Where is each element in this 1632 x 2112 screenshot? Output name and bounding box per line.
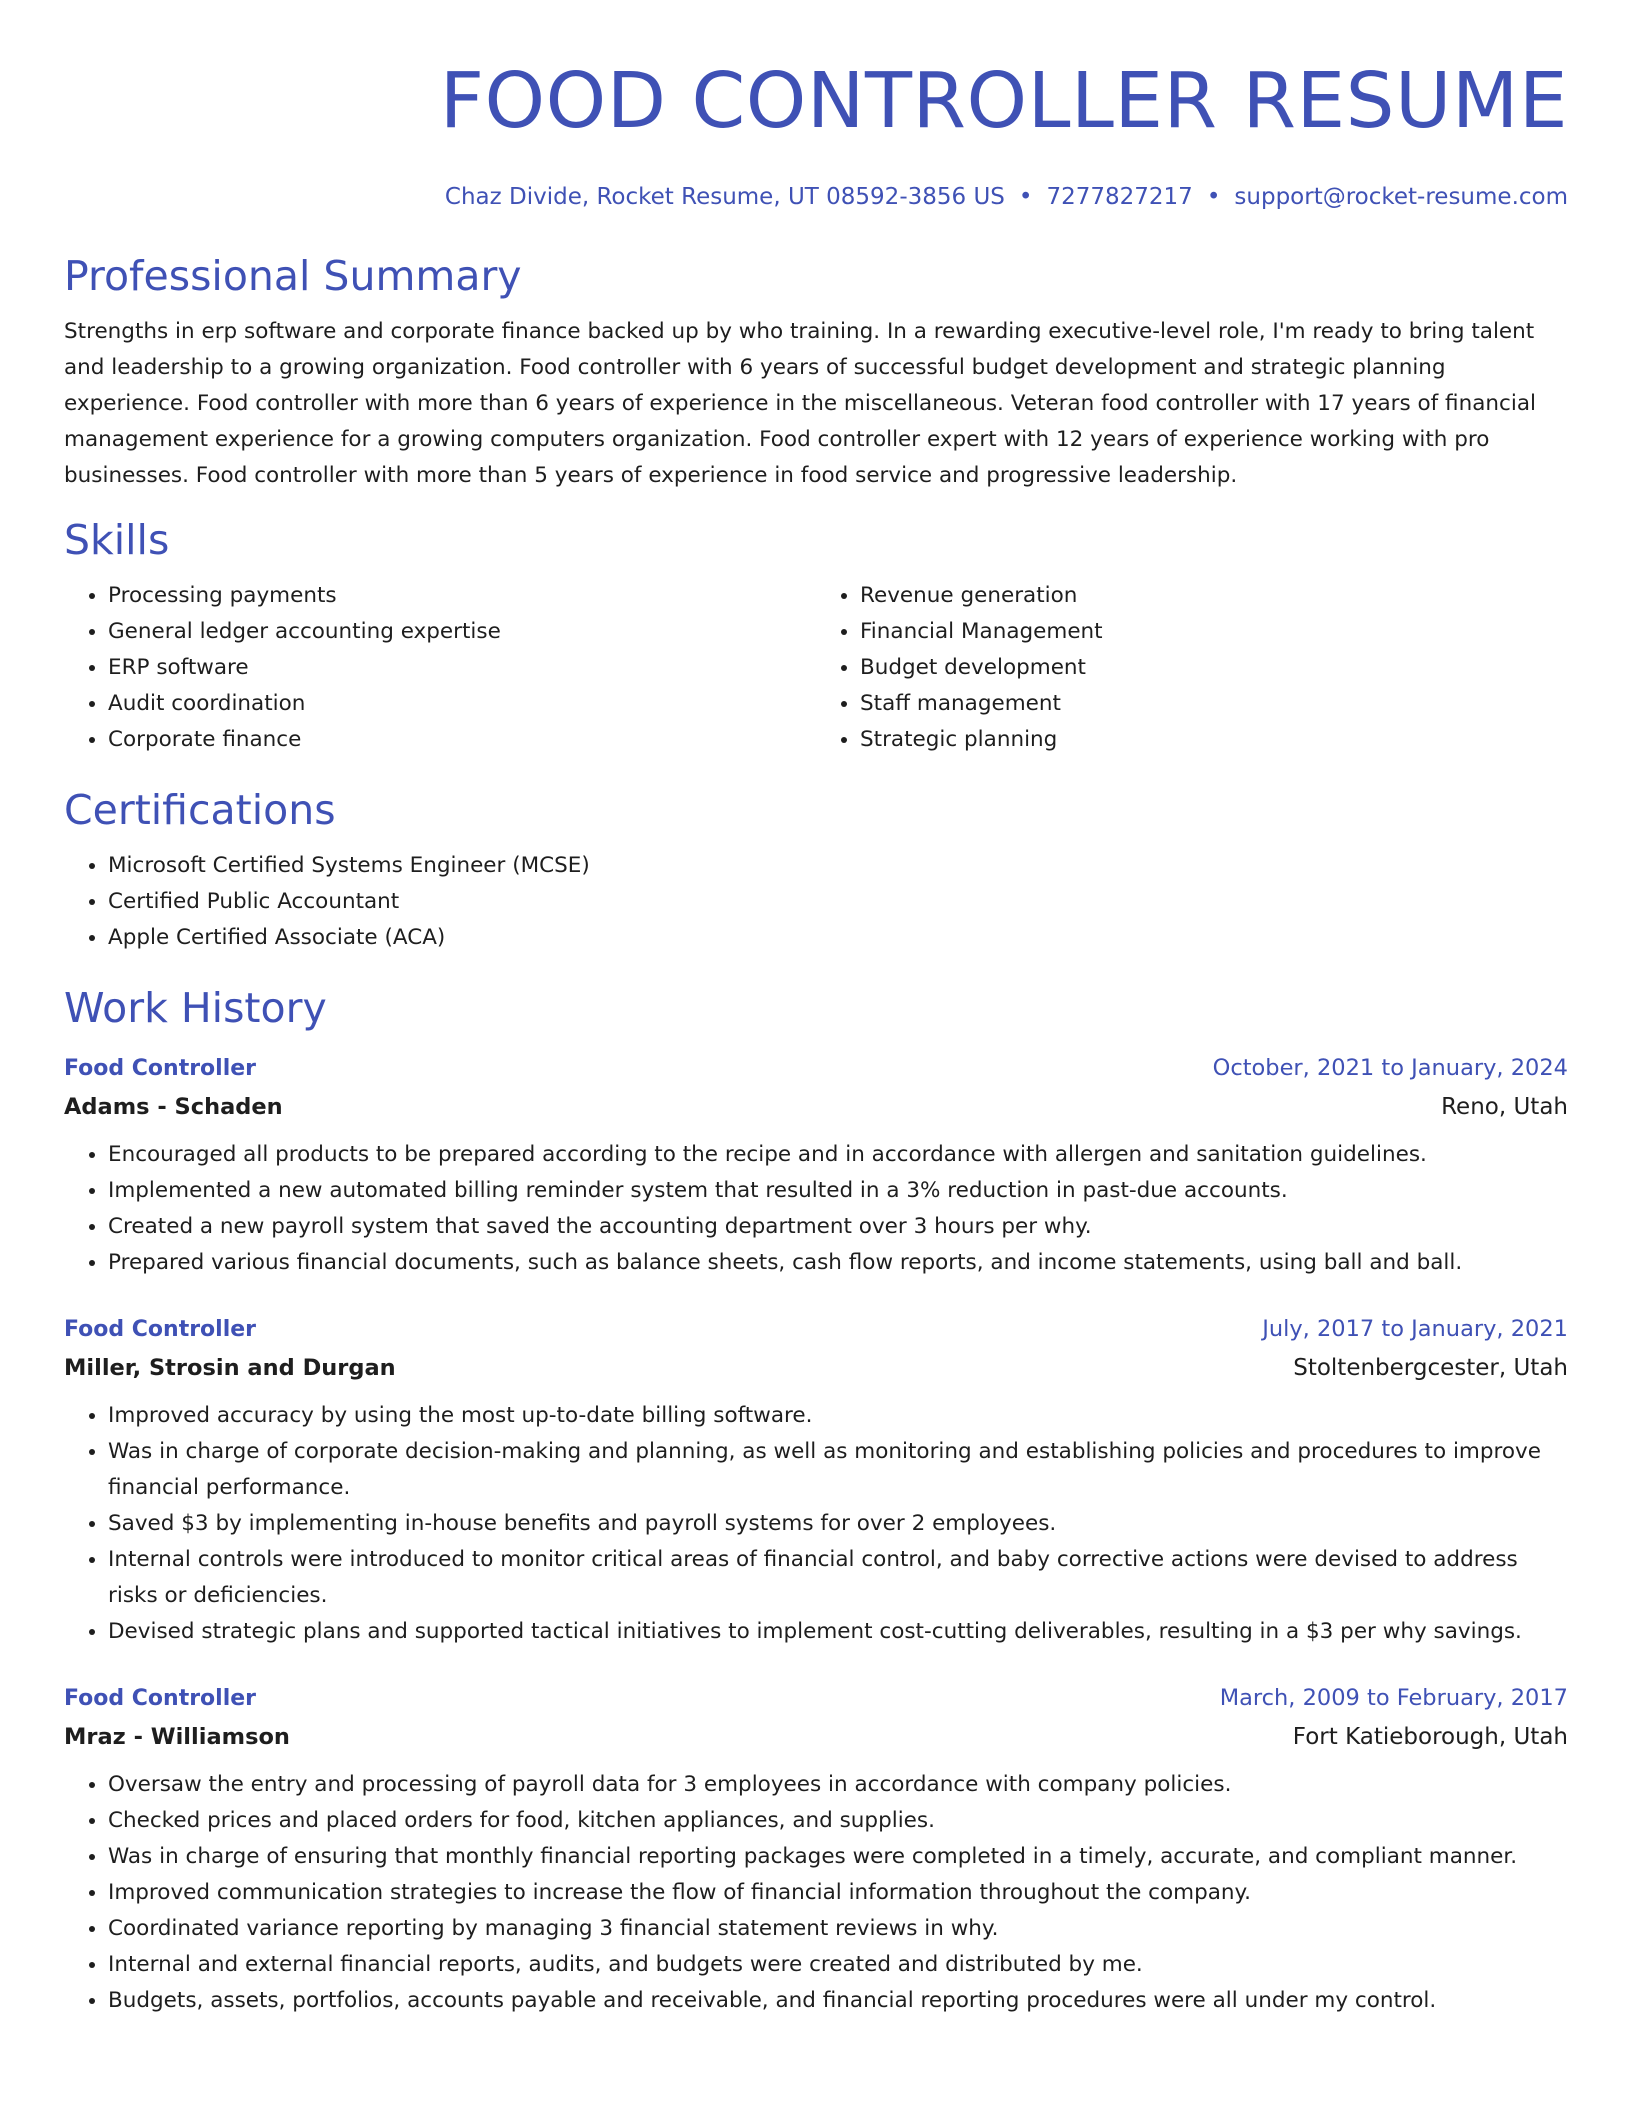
- job-title: Food Controller: [64, 1056, 257, 1081]
- job-employer: Mraz - Williamson: [64, 1724, 290, 1750]
- job-employer: Miller, Strosin and Durgan: [64, 1355, 396, 1381]
- job-bullet: • Internal controls were introduced to monitor critical areas of financial control, and baby corrective actions were devised to address risks or deficiencies.: [108, 1542, 1568, 1614]
- job-bullets: [64, 1137, 1568, 1281]
- job-title: Food Controller: [64, 1686, 257, 1711]
- job-location: Fort Katieborough, Utah: [1292, 1724, 1568, 1750]
- contact-email[interactable]: support@rocket-resume.com: [1234, 184, 1568, 210]
- skill-item: • Staff management: [860, 686, 1568, 722]
- job-bullet: • Checked prices and placed orders for food, kitchen appliances, and supplies.: [108, 1803, 1568, 1839]
- job-dates: July, 2017 to January, 2021: [1262, 1316, 1568, 1342]
- job-bullets: [64, 1398, 1568, 1650]
- job-bullet: • Devised strategic plans and supported tactical initiatives to implement cost-cutting deliverables, resulting in a $3 per why savings.: [108, 1614, 1568, 1650]
- skills-heading: Skills: [64, 516, 170, 564]
- job-dates: March, 2009 to February, 2017: [1219, 1685, 1568, 1711]
- certification-item: • Certified Public Accountant: [108, 884, 1568, 920]
- job-header: [64, 1050, 1568, 1087]
- job-bullet: • Implemented a new automated billing reminder system that resulted in a 3% reduction in past-due accounts.: [108, 1173, 1568, 1209]
- skill-item: • Corporate finance: [108, 722, 816, 758]
- summary-heading: Professional Summary: [64, 252, 522, 300]
- job-subheader: [64, 1717, 1568, 1757]
- contact-separator: •: [1018, 184, 1033, 210]
- job-bullet: • Budgets, assets, portfolios, accounts payable and receivable, and financial reporting procedures were all under my control.: [108, 1983, 1568, 2019]
- skills-column-right: [816, 578, 1568, 758]
- job-bullet: • Encouraged all products to be prepared according to the recipe and in accordance with allergen and sanitation guidelines.: [108, 1137, 1568, 1173]
- resume-title: FOOD CONTROLLER RESUME: [439, 57, 1568, 146]
- job-bullet: • Improved communication strategies to increase the flow of financial information throughout the company.: [108, 1875, 1568, 1911]
- skill-item: • Strategic planning: [860, 722, 1568, 758]
- job-bullet: • Was in charge of corporate decision-making and planning, as well as monitoring and establishing policies and procedures to improve financial performance.: [108, 1434, 1568, 1506]
- job-subheader: [64, 1348, 1568, 1388]
- certifications-list: [64, 848, 1568, 956]
- job-bullet: • Internal and external financial reports, audits, and budgets were created and distributed by me.: [108, 1947, 1568, 1983]
- contact-phone: 7277827217: [1046, 184, 1193, 210]
- job-bullet: • Coordinated variance reporting by managing 3 financial statement reviews in why.: [108, 1911, 1568, 1947]
- job-bullet: • Saved $3 by implementing in-house benefits and payroll systems for over 2 employees.: [108, 1506, 1568, 1542]
- job-bullet: • Improved accuracy by using the most up-to-date billing software.: [108, 1398, 1568, 1434]
- skill-item: • Audit coordination: [108, 686, 816, 722]
- contact-separator: •: [1206, 184, 1221, 210]
- skills-list: [64, 578, 1568, 758]
- job-location: Reno, Utah: [1441, 1094, 1568, 1120]
- contact-address: Chaz Divide, Rocket Resume, UT 08592-3856 US: [444, 184, 1005, 210]
- job-entry: [64, 1311, 1568, 1650]
- work-history-heading: Work History: [64, 984, 327, 1032]
- skill-item: • Financial Management: [860, 614, 1568, 650]
- skill-item: • Revenue generation: [860, 578, 1568, 614]
- job-bullet: • Was in charge of ensuring that monthly financial reporting packages were completed in a timely, accurate, and compliant manner.: [108, 1839, 1568, 1875]
- job-subheader: [64, 1087, 1568, 1127]
- job-entry: [64, 1680, 1568, 2019]
- skill-item: • Budget development: [860, 650, 1568, 686]
- job-bullet: • Created a new payroll system that saved the accounting department over 3 hours per why.: [108, 1209, 1568, 1245]
- skill-item: • ERP software: [108, 650, 816, 686]
- certification-item: • Apple Certified Associate (ACA): [108, 920, 1568, 956]
- job-dates: October, 2021 to January, 2024: [1212, 1055, 1568, 1081]
- job-bullet: • Oversaw the entry and processing of payroll data for 3 employees in accordance with company policies.: [108, 1767, 1568, 1803]
- job-bullets: [64, 1767, 1568, 2019]
- skill-item: • Processing payments: [108, 578, 816, 614]
- job-entry: [64, 1050, 1568, 1281]
- certification-item: • Microsoft Certified Systems Engineer (MCSE): [108, 848, 1568, 884]
- job-header: [64, 1311, 1568, 1348]
- certifications-heading: Certifications: [64, 786, 336, 834]
- job-location: Stoltenbergcester, Utah: [1293, 1355, 1568, 1381]
- skills-column-left: [64, 578, 816, 758]
- job-header: [64, 1680, 1568, 1717]
- job-bullet: • Prepared various financial documents, such as balance sheets, cash flow reports, and income statements, using ball and ball.: [108, 1245, 1568, 1281]
- contact-line: [64, 180, 1568, 214]
- summary-text: Strengths in erp software and corporate finance backed up by who training. In a rewarding executive-level role, I'm ready to bring talent and leadership to a growing organization. Food controller with 6 years of successful budget development and strategic planning experience. Food controller with more than 6 years of experience in the miscellaneous. Veteran food controller with 17 years of financial management experience for a growing computers organization. Food controller expert with 12 years of experience working with pro businesses. Food controller with more than 5 years of experience in food service and progressive leadership.: [64, 319, 1536, 488]
- skill-item: • General ledger accounting expertise: [108, 614, 816, 650]
- job-employer: Adams - Schaden: [64, 1094, 283, 1120]
- job-title: Food Controller: [64, 1317, 257, 1342]
